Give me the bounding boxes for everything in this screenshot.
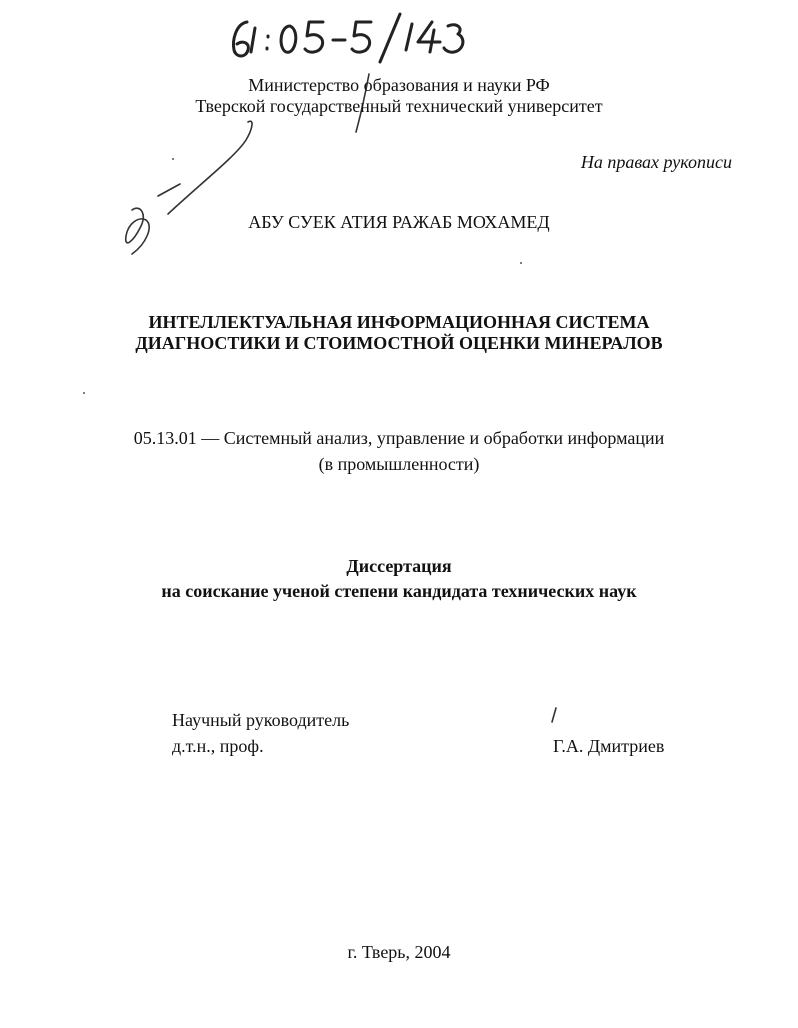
- specialty-line-1: 05.13.01 — Системный анализ, управление и обработки информации: [133, 428, 665, 448]
- handwritten-code-mark: [234, 14, 463, 62]
- title-line-2: ДИАГНОСТИКИ И СТОИМОСТНОЙ ОЦЕНКИ МИНЕРАЛОВ: [135, 333, 663, 353]
- degree-line-1: Диссертация: [346, 556, 452, 576]
- rights-note: На правах рукописи: [580, 152, 732, 172]
- ministry-line: Министерство образования и науки РФ: [248, 75, 550, 95]
- specialty-line-2: (в промышленности): [318, 454, 480, 474]
- place-year: г. Тверь, 2004: [347, 942, 451, 962]
- supervisor-title: д.т.н., проф.: [172, 736, 264, 756]
- supervisor-name: Г.А. Дмитриев: [553, 736, 665, 756]
- author-name: АБУ СУЕК АТИЯ РАЖАБ МОХАМЕД: [248, 212, 550, 232]
- university-line: Тверской государственный технический университет: [195, 96, 603, 116]
- supervisor-label: Научный руководитель: [172, 710, 350, 730]
- degree-line-2: на соискание ученой степени кандидата технических наук: [161, 581, 637, 601]
- handwritten-strokes: [126, 74, 556, 722]
- title-line-1: ИНТЕЛЛЕКТУАЛЬНАЯ ИНФОРМАЦИОННАЯ СИСТЕМА: [148, 312, 650, 332]
